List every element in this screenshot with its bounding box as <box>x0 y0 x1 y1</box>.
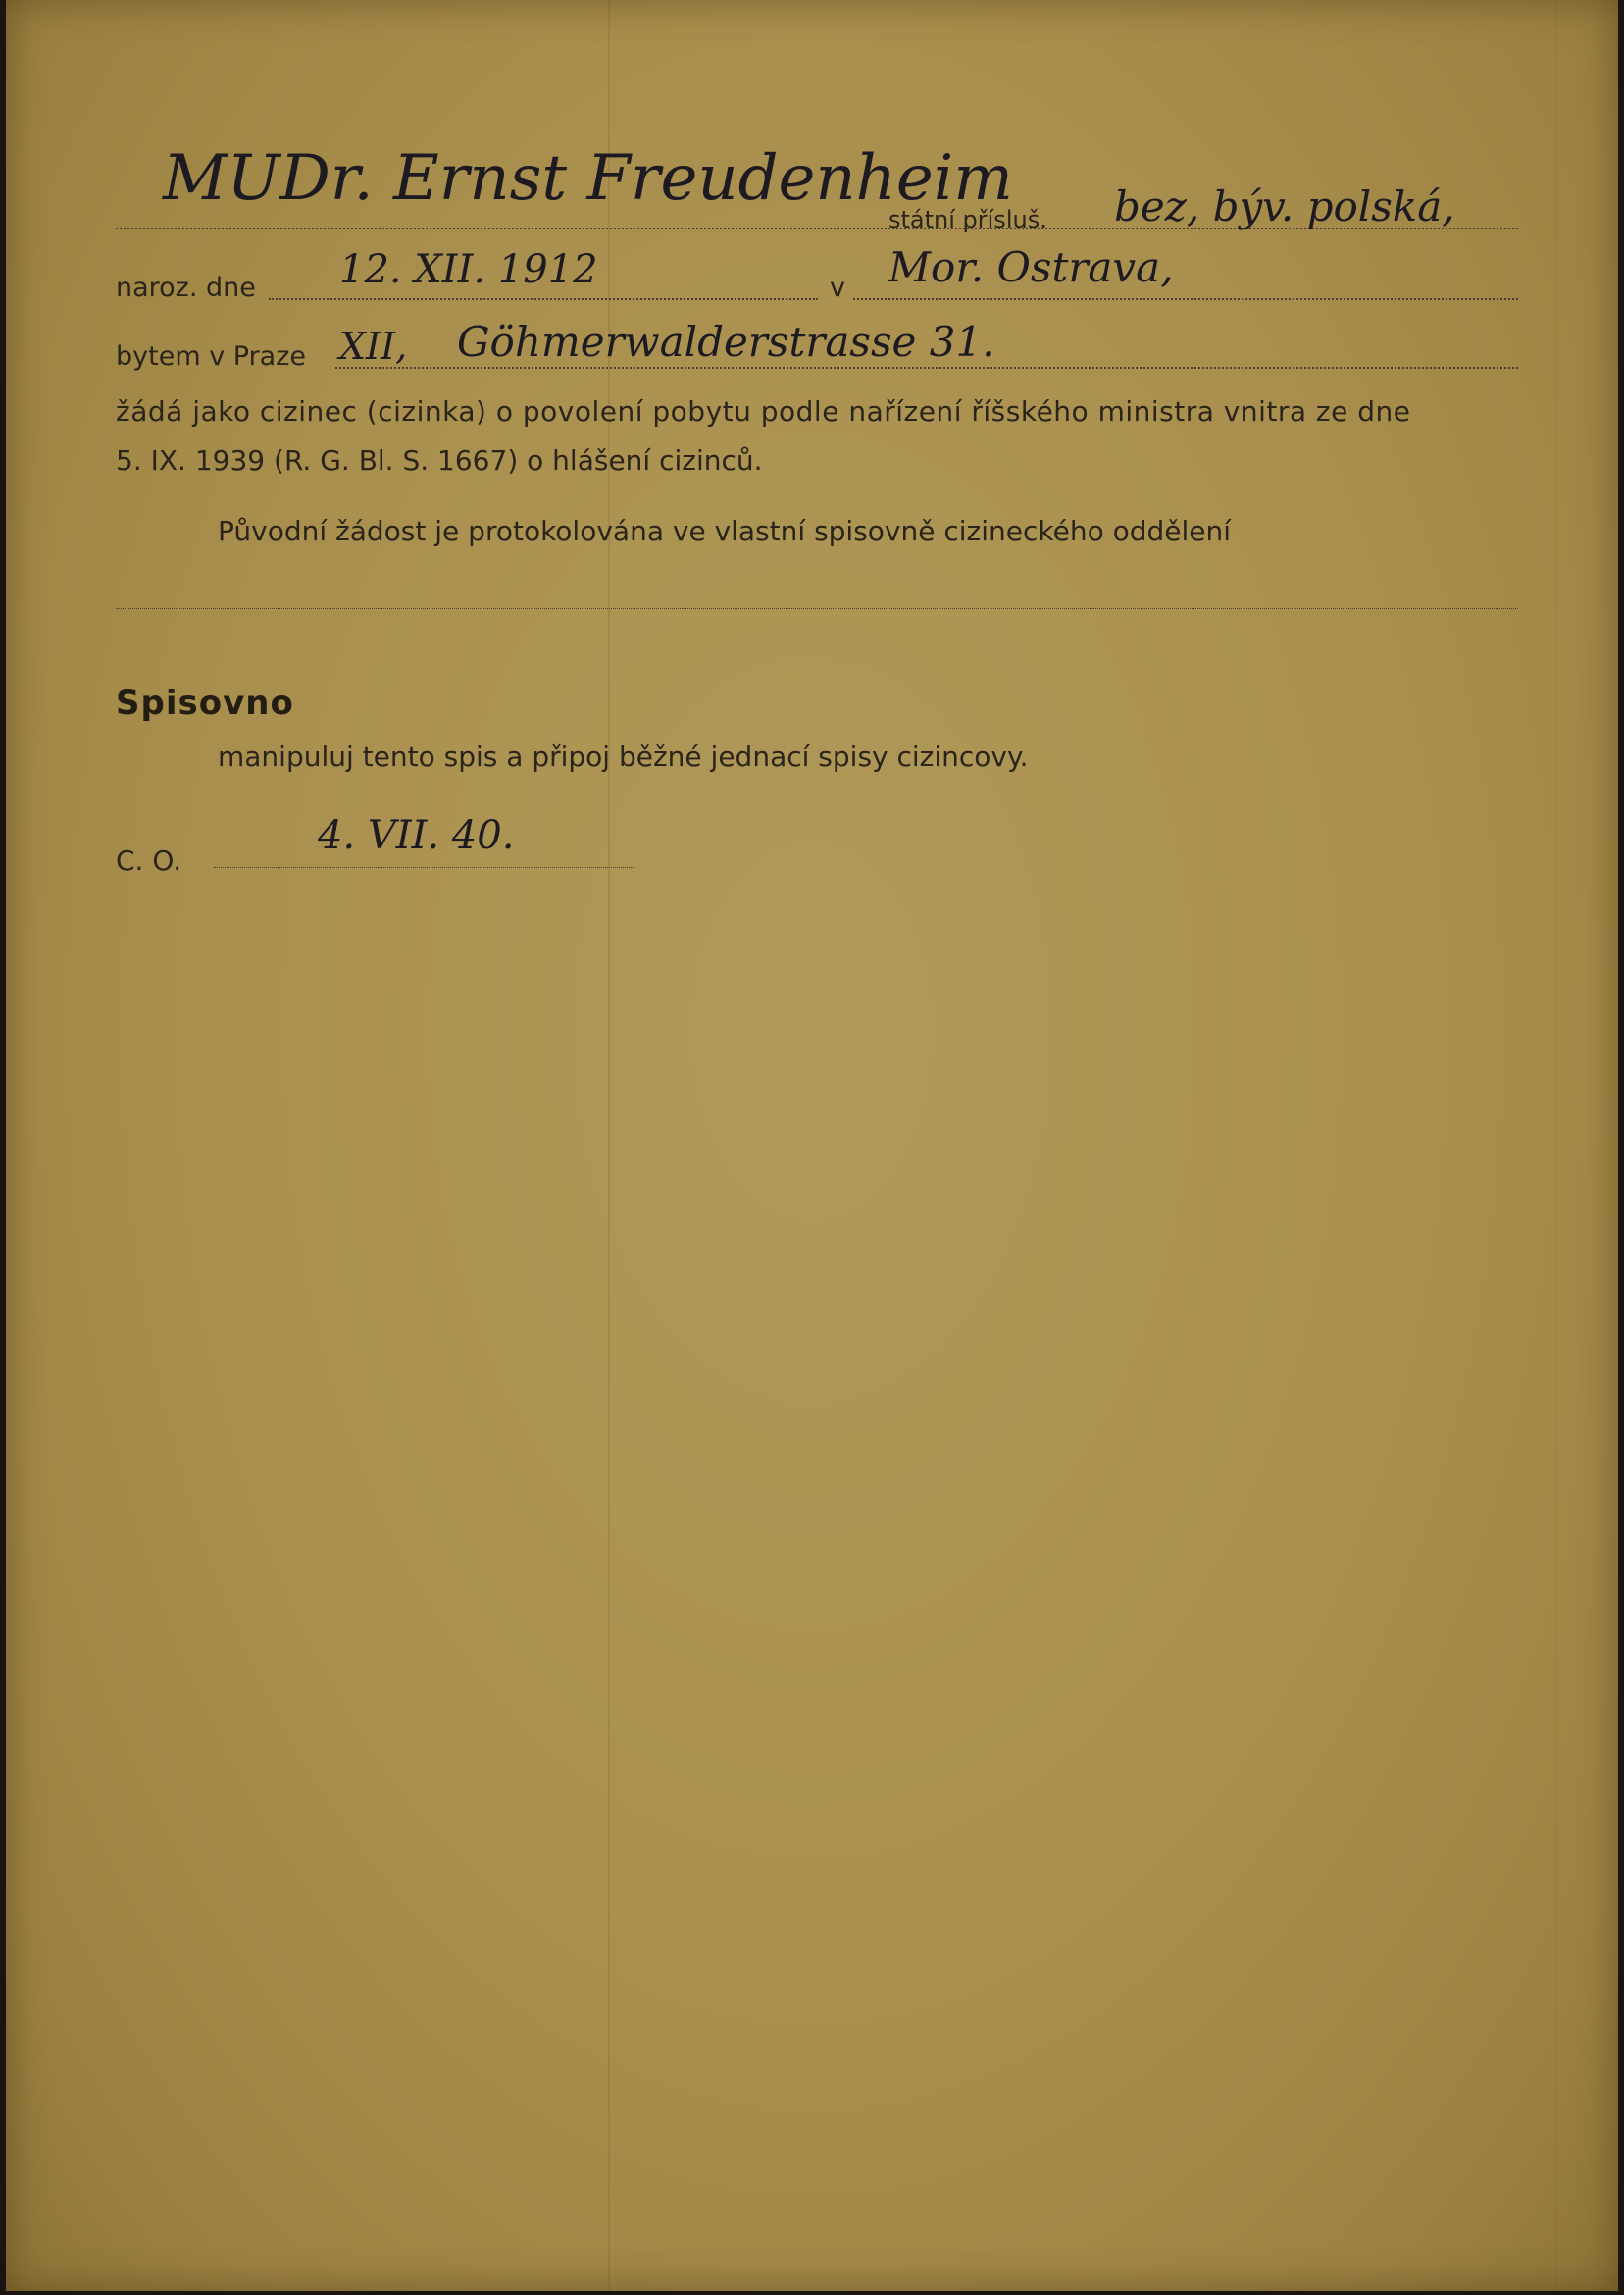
request-text-line-2: 5. IX. 1939 (R. G. Bl. S. 1667) o hlášení cizinců. <box>116 444 763 477</box>
applicant-name: MUDr. Ernst Freudenheim <box>163 142 1013 215</box>
birth-date-dotted-line <box>269 298 818 300</box>
residence-street: Göhmerwalderstrasse 31. <box>457 318 995 366</box>
residence-dotted-line <box>335 367 1518 369</box>
birth-place-value: Mor. Ostrava, <box>888 243 1174 291</box>
original-request-note: Původní žádost je protokolována ve vlastní spisovně cizineckého oddělení <box>218 515 1232 547</box>
registry-heading: Spisovno <box>116 684 294 723</box>
birth-date-value: 12. XII. 1912 <box>339 247 598 292</box>
registry-instruction: manipuluj tento spis a připoj běžné jednací spisy cizincovy. <box>218 740 1029 773</box>
co-date: 4. VII. 40. <box>318 813 515 858</box>
paper-fold <box>1555 0 1556 2291</box>
birth-place-dotted-line <box>853 298 1518 300</box>
co-dotted-line <box>214 867 634 868</box>
request-text-line-1: žádá jako cizinec (cizinka) o povolení pobytu podle nařízení říšského ministra vnitra ze dne <box>116 395 1411 428</box>
birth-place-label: v <box>830 273 845 303</box>
residence-label: bytem v Praze <box>116 341 306 372</box>
co-label: C. O. <box>116 844 182 877</box>
birth-date-label: naroz. dne <box>116 273 256 303</box>
citizenship-label: státní přísluš. <box>888 206 1047 233</box>
document-page <box>6 0 1618 2291</box>
separator-dotted-line <box>116 608 1518 609</box>
citizenship-value: bez, býv. polská, <box>1114 182 1455 230</box>
residence-district: XII, <box>339 325 408 368</box>
